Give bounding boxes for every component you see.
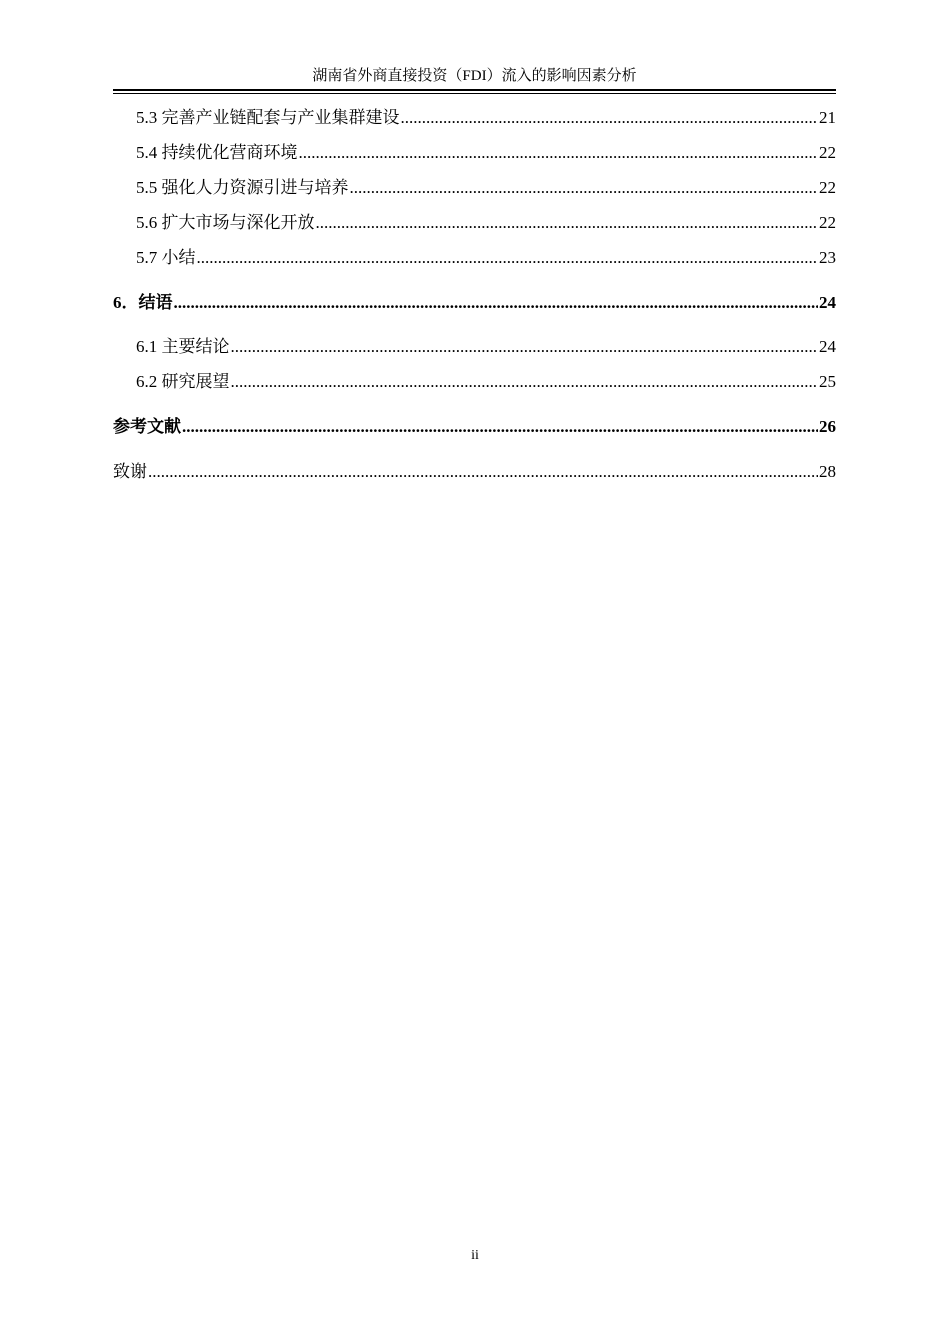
toc-entry-page: 28 — [819, 462, 836, 481]
toc-entry-page: 23 — [819, 248, 836, 267]
toc-entry-title: 5.4 持续优化营商环境 — [136, 143, 298, 162]
toc-entry-page: 22 — [819, 213, 836, 232]
toc-entry-title: 5.7 小结 — [136, 248, 196, 267]
toc-dot-leader — [350, 175, 819, 201]
toc-entry-5-6[interactable] — [113, 210, 836, 236]
toc-dot-leader — [148, 459, 818, 485]
toc-entry-page: 24 — [819, 337, 836, 356]
toc-entry-page: 25 — [819, 372, 836, 391]
toc-entry-page: 22 — [819, 178, 836, 197]
header-rule-thin — [113, 93, 836, 94]
toc-entry-title: 5.5 强化人力资源引进与培养 — [136, 178, 349, 197]
toc-entry-references[interactable] — [113, 414, 836, 440]
toc-entry-title: 6.1 主要结论 — [136, 337, 230, 356]
toc-entry-5-5[interactable] — [113, 175, 836, 201]
toc-entry-5-3[interactable] — [113, 105, 836, 131]
toc-entry-page: 22 — [819, 143, 836, 162]
toc-entry-page: 26 — [819, 417, 836, 436]
toc-entry-title: 5.6 扩大市场与深化开放 — [136, 213, 315, 232]
toc-entry-title: 5.3 完善产业链配套与产业集群建设 — [136, 108, 400, 127]
toc-entry-page: 21 — [819, 108, 836, 127]
toc-dot-leader — [401, 105, 819, 131]
running-header: 湖南省外商直接投资（FDI）流入的影响因素分析 — [312, 68, 637, 84]
toc-dot-leader — [316, 210, 819, 236]
toc-dot-leader — [174, 290, 819, 316]
toc-entry-6-1[interactable] — [113, 334, 836, 360]
toc-entry-title: 参考文献 — [113, 417, 181, 436]
toc-dot-leader — [231, 369, 819, 395]
header-rule-thick — [113, 89, 836, 91]
toc-entry-5-7[interactable] — [113, 245, 836, 271]
toc-entry-6[interactable] — [113, 290, 836, 316]
toc-dot-leader — [231, 334, 819, 360]
page-number: ii — [471, 1248, 479, 1263]
toc-entry-acknowledgements[interactable] — [113, 459, 836, 485]
toc-dot-leader — [299, 140, 819, 166]
toc-entry-5-4[interactable] — [113, 140, 836, 166]
toc-entry-page: 24 — [819, 293, 836, 312]
toc-dot-leader — [197, 245, 819, 271]
toc-entry-title: 6．结语 — [113, 293, 173, 312]
toc-entry-title: 致谢 — [113, 462, 147, 481]
toc-entry-6-2[interactable] — [113, 369, 836, 395]
toc-dot-leader — [182, 414, 818, 440]
toc-entry-title: 6.2 研究展望 — [136, 372, 230, 391]
